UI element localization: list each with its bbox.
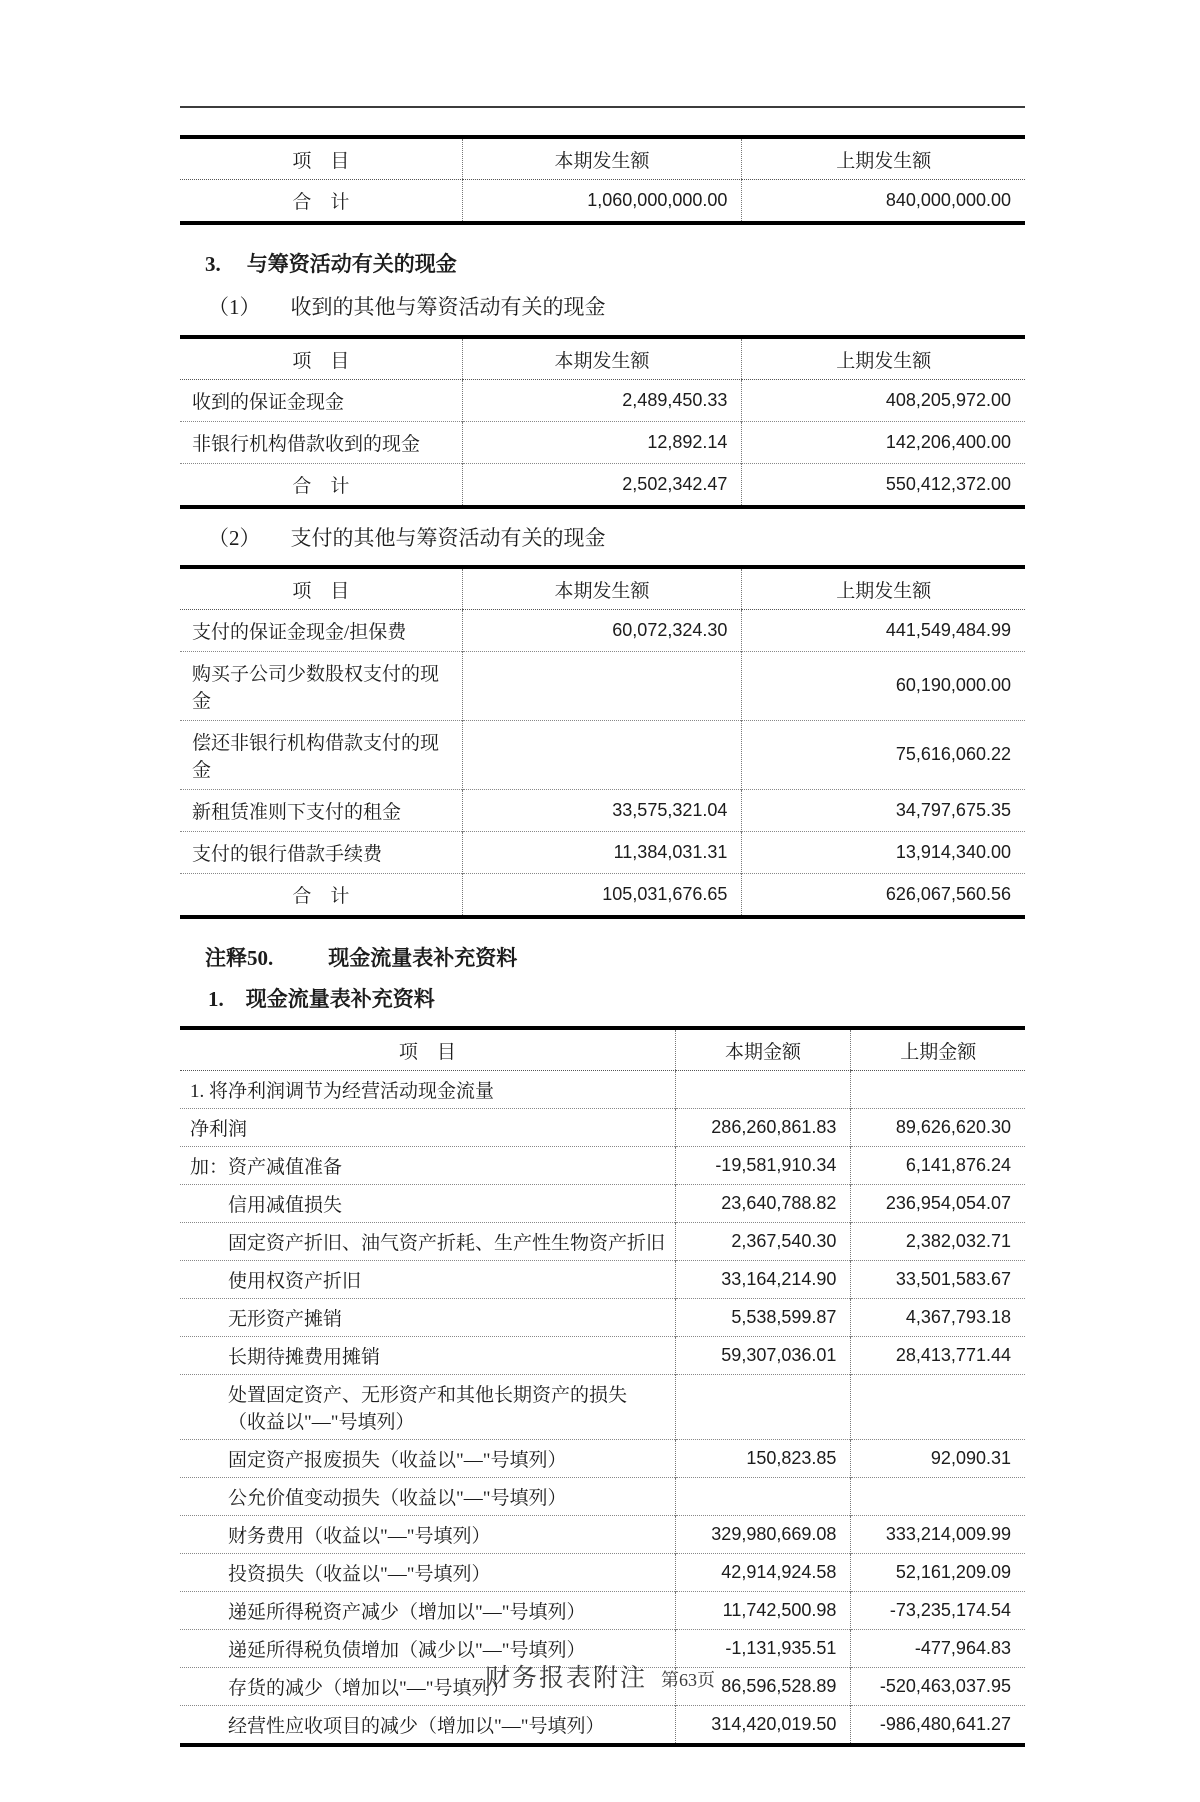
item-cell: 新租赁准则下支付的租金 — [180, 789, 462, 831]
prior-cell — [851, 1478, 1025, 1516]
current-cell — [675, 1478, 851, 1516]
column-header-prior: 上期金额 — [851, 1028, 1025, 1071]
table-row — [180, 651, 1025, 720]
table-row — [180, 831, 1025, 873]
prior-cell: 33,501,583.67 — [851, 1261, 1025, 1299]
column-header-current: 本期发生额 — [462, 137, 742, 180]
item-cell: 净利润 — [180, 1109, 675, 1147]
current-cell — [462, 651, 742, 720]
subsection-title: 收到的其他与筹资活动有关的现金 — [290, 295, 606, 320]
current-cell: 86,596,528.89 — [675, 1668, 851, 1706]
current-cell — [462, 720, 742, 789]
current-cell: 329,980,669.08 — [675, 1516, 851, 1554]
item-cell: 加：资产减值准备 — [180, 1147, 675, 1185]
current-cell: 2,489,450.33 — [462, 379, 742, 421]
prior-cell: 550,412,372.00 — [742, 463, 1025, 507]
item-cell: 财务费用（收益以"—"号填列） — [180, 1516, 675, 1554]
page-footer — [0, 1658, 1200, 1694]
note-sub-title: 现金流量表补充资料 — [245, 987, 435, 1012]
prior-cell: 52,161,209.09 — [851, 1554, 1025, 1592]
prior-cell: 142,206,400.00 — [742, 421, 1025, 463]
table-row — [180, 1337, 1025, 1375]
subsection-title: 支付的其他与筹资活动有关的现金 — [290, 525, 606, 550]
item-cell: 1. 将净利润调节为经营活动现金流量 — [190, 1081, 495, 1103]
current-cell: 33,575,321.04 — [462, 789, 742, 831]
prior-cell: -986,480,641.27 — [851, 1706, 1025, 1746]
prior-cell: 408,205,972.00 — [742, 379, 1025, 421]
prior-cell: 6,141,876.24 — [851, 1147, 1025, 1185]
prior-cell: 34,797,675.35 — [742, 789, 1025, 831]
column-header-item: 项 目 — [180, 567, 462, 610]
prior-cell: 840,000,000.00 — [742, 180, 1025, 224]
prior-cell: 92,090.31 — [851, 1440, 1025, 1478]
item-cell: 购买子公司少数股权支付的现金 — [180, 651, 462, 720]
current-cell: 2,502,342.47 — [462, 463, 742, 507]
current-cell: 2,367,540.30 — [675, 1223, 851, 1261]
table-row — [180, 1516, 1025, 1554]
current-cell: 5,538,599.87 — [675, 1299, 851, 1337]
prior-cell: 333,214,009.99 — [851, 1516, 1025, 1554]
total-row — [180, 873, 1025, 917]
table-row — [180, 1261, 1025, 1299]
item-cell: 收到的保证金现金 — [192, 391, 345, 413]
prior-cell: -73,235,174.54 — [851, 1592, 1025, 1630]
current-cell: -19,581,910.34 — [675, 1147, 851, 1185]
item-cell: 使用权资产折旧 — [180, 1261, 675, 1299]
item-cell: 固定资产报废损失（收益以"—"号填列） — [180, 1440, 675, 1478]
current-cell: 11,742,500.98 — [675, 1592, 851, 1630]
table-row — [180, 421, 1025, 463]
paid-financing-cash-table — [180, 565, 1025, 919]
total-row — [180, 463, 1025, 507]
current-cell: 286,260,861.83 — [675, 1109, 851, 1147]
item-cell: 支付的银行借款手续费 — [180, 831, 462, 873]
table-row — [180, 609, 1025, 651]
current-cell: 42,914,924.58 — [675, 1554, 851, 1592]
column-header-item: 项 目 — [180, 137, 462, 180]
section-number: 3. — [205, 252, 221, 276]
table-row — [180, 1478, 1025, 1516]
item-label-line2: （收益以"—"号填列） — [228, 1412, 415, 1434]
prior-cell: 4,367,793.18 — [851, 1299, 1025, 1337]
table-row — [180, 1592, 1025, 1630]
prior-cell — [851, 1375, 1025, 1440]
prior-cell: 626,067,560.56 — [742, 873, 1025, 917]
item-cell: 存货的减少（增加以"—"号填列） — [180, 1668, 675, 1706]
table-row — [180, 1554, 1025, 1592]
column-header-current: 本期金额 — [675, 1028, 851, 1071]
current-cell: 105,031,676.65 — [462, 873, 742, 917]
item-label-line1: 处置固定资产、无形资产和其他长期资产的损失 — [228, 1385, 628, 1407]
note-number: 注释50. — [205, 945, 274, 970]
item-cell: 投资损失（收益以"—"号填列） — [180, 1554, 675, 1592]
prior-cell: 2,382,032.71 — [851, 1223, 1025, 1261]
footer-doc-title: 财务报表附注 — [484, 1665, 647, 1692]
section-title: 与筹资活动有关的现金 — [246, 252, 457, 276]
current-cell: 33,164,214.90 — [675, 1261, 851, 1299]
note-title: 现金流量表补充资料 — [328, 945, 518, 970]
current-cell: 150,823.85 — [675, 1440, 851, 1478]
prior-cell: 13,914,340.00 — [742, 831, 1025, 873]
table-row — [180, 1706, 1025, 1746]
prior-cell: -477,964.83 — [851, 1630, 1025, 1668]
table-row — [180, 1375, 1025, 1440]
item-cell: 合 计 — [180, 873, 462, 917]
current-cell: 60,072,324.30 — [462, 609, 742, 651]
footer-page-number: 第63页 — [661, 1670, 715, 1690]
column-header-prior: 上期发生额 — [742, 137, 1025, 180]
total-row — [180, 180, 1025, 224]
item-cell: 长期待摊费用摊销 — [180, 1337, 675, 1375]
item-cell: 固定资产折旧、油气资产折耗、生产性生物资产折旧 — [180, 1223, 675, 1261]
prior-cell: 441,549,484.99 — [742, 609, 1025, 651]
column-header-current: 本期发生额 — [462, 567, 742, 610]
subsection-number: （2） — [208, 525, 261, 550]
subsection-heading-received — [208, 294, 1025, 321]
prior-cell: 28,413,771.44 — [851, 1337, 1025, 1375]
table-row — [180, 1299, 1025, 1337]
item-cell: 递延所得税负债增加（减少以"—"号填列） — [180, 1630, 675, 1668]
table-row — [180, 1147, 1025, 1185]
table-header-row — [180, 137, 1025, 180]
table-header-row — [180, 567, 1025, 610]
prior-cell — [851, 1071, 1025, 1109]
column-header-item: 项 目 — [180, 1028, 675, 1071]
table-row — [180, 1223, 1025, 1261]
prior-cell: 236,954,054.07 — [851, 1185, 1025, 1223]
current-cell: 23,640,788.82 — [675, 1185, 851, 1223]
table-header-row — [180, 337, 1025, 380]
note-sub-number: 1. — [208, 987, 224, 1012]
item-cell: 无形资产摊销 — [180, 1299, 675, 1337]
current-cell: 12,892.14 — [462, 421, 742, 463]
column-header-current: 本期发生额 — [462, 337, 742, 380]
prior-cell: 60,190,000.00 — [742, 651, 1025, 720]
table-row — [180, 1071, 1025, 1109]
received-financing-cash-table — [180, 335, 1025, 509]
item-cell: 合 计 — [180, 463, 462, 507]
document-page — [0, 106, 1200, 1802]
item-cell: 信用减值损失 — [180, 1185, 675, 1223]
subsection-heading-paid — [208, 525, 1025, 552]
column-header-prior: 上期发生额 — [742, 337, 1025, 380]
table-row — [180, 720, 1025, 789]
page-header-rule — [180, 106, 1025, 108]
item-cell: 非银行机构借款收到的现金 — [180, 421, 462, 463]
carryover-total-table — [180, 135, 1025, 225]
note50-heading — [205, 945, 1025, 972]
item-cell — [180, 1375, 675, 1440]
prior-cell: -520,463,037.95 — [851, 1668, 1025, 1706]
item-cell: 支付的保证金现金/担保费 — [192, 621, 407, 643]
table-row — [180, 1109, 1025, 1147]
table-row — [180, 1185, 1025, 1223]
current-cell — [675, 1071, 851, 1109]
supplementary-cash-flow-table — [180, 1026, 1025, 1747]
table-row — [180, 379, 1025, 421]
current-cell: 11,384,031.31 — [462, 831, 742, 873]
column-header-item: 项 目 — [180, 337, 462, 380]
section-heading-financing-cash — [205, 251, 1025, 278]
subsection-number: （1） — [208, 295, 261, 320]
current-cell: 59,307,036.01 — [675, 1337, 851, 1375]
item-cell: 偿还非银行机构借款支付的现金 — [180, 720, 462, 789]
current-cell — [675, 1375, 851, 1440]
item-cell: 经营性应收项目的减少（增加以"—"号填列） — [180, 1706, 675, 1746]
item-cell: 递延所得税资产减少（增加以"—"号填列） — [180, 1592, 675, 1630]
table-row — [180, 1440, 1025, 1478]
current-cell: -1,131,935.51 — [675, 1630, 851, 1668]
current-cell: 314,420,019.50 — [675, 1706, 851, 1746]
prior-cell: 89,626,620.30 — [851, 1109, 1025, 1147]
note50-sub-heading — [208, 986, 1025, 1013]
column-header-prior: 上期发生额 — [742, 567, 1025, 610]
item-cell: 公允价值变动损失（收益以"—"号填列） — [180, 1478, 675, 1516]
current-cell: 1,060,000,000.00 — [462, 180, 742, 224]
prior-cell: 75,616,060.22 — [742, 720, 1025, 789]
item-cell: 合 计 — [292, 192, 350, 213]
table-row — [180, 789, 1025, 831]
table-header-row — [180, 1028, 1025, 1071]
